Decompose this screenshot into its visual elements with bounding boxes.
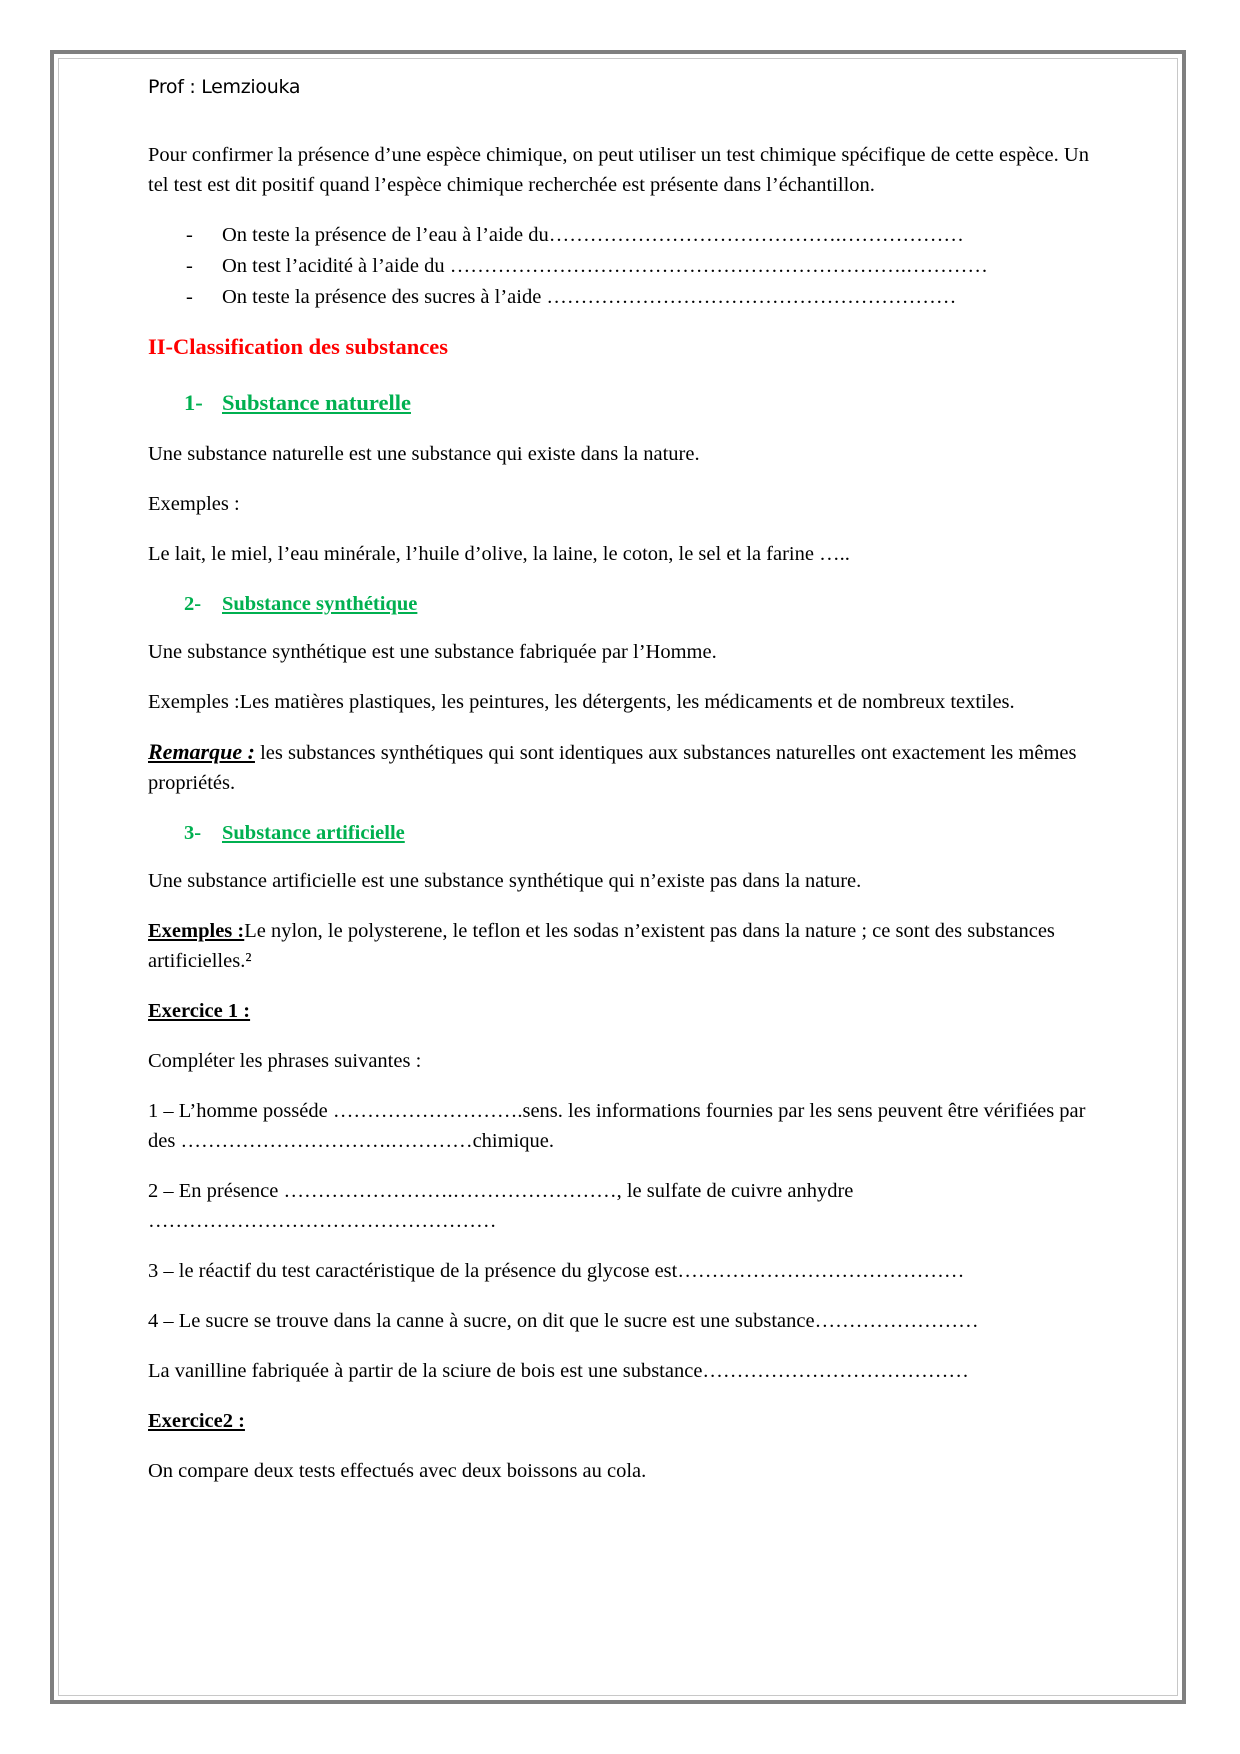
definition-artificielle: Une substance artificielle est une substance synthétique qui n’existe pas dans la nature. [148,870,862,892]
exercise1-item: 3 – le réactif du test caractéristique de la présence du glycose est…………………………………… [148,1260,965,1282]
subsection-title-artificielle [184,818,1093,848]
list-item: - On teste la présence de l’eau à l’aide du…………………………………….……………… [148,220,1093,251]
subsection-label: Substance artificielle [222,822,405,844]
exercise1-item: La vanilline fabriquée à partir de la sciure de bois est une substance………………………………… [148,1360,969,1382]
exercise1-item: 1 – L’homme posséde ……………………….sens. les informations fournies par les sens peuvent être vérifiées par des ………………………….…………chimique. [148,1100,1086,1152]
intro-paragraph: Pour confirmer la présence d’une espèce chimique, on peut utiliser un test chimique spécifique de cette espèce. Un tel test est dit positif quand l’espèce chimique recherchée est présente dans l’échantillon. [148,144,1089,196]
subsection-title-naturelle [184,385,1093,421]
examples-text: Le nylon, le polysterene, le teflon et les sodas n’existent pas dans la nature ; ce sont des substances artificielles.² [148,920,1055,972]
examples-artificielle [148,916,1093,976]
exercise1-item: 4 – Le sucre se trouve dans la canne à sucre, on dit que le sucre est une substance…………………… [148,1310,979,1332]
exercise1-title: Exercice 1 : [148,1000,251,1022]
exercise2-text: On compare deux tests effectués avec deux boissons au cola. [148,1460,647,1482]
test-list [148,220,1093,313]
bullet-dash: - [186,286,193,308]
bullet-dash: - [186,255,193,277]
examples-label: Exemples : [148,920,245,942]
subsection-number: 1- [184,390,203,415]
bullet-dash: - [186,224,193,246]
remark-label: Remarque : [148,739,255,764]
exercise1-instruction: Compléter les phrases suivantes : [148,1050,422,1072]
remark-text: les substances synthétiques qui sont identiques aux substances naturelles ont exactement les mêmes propriétés. [148,742,1077,794]
list-item: - On teste la présence des sucres à l’aide …………………………………………………… [148,282,1093,313]
subsection-number: 2- [184,593,202,615]
examples-synthetique: Exemples :Les matières plastiques, les peintures, les détergents, les médicaments et de nombreux textiles. [148,691,1015,713]
section-title: II-Classification des substances [148,334,449,359]
subsection-title-synthetique [184,589,1093,619]
remark [148,737,1093,798]
exercise1-item: 2 – En présence …………………….……………………, le sulfate de cuivre anhydre …………………………………………… [148,1180,854,1232]
exercise2-title: Exercice2 : [148,1410,245,1432]
definition-synthetique: Une substance synthétique est une substance fabriquée par l’Homme. [148,641,717,663]
definition-naturelle: Une substance naturelle est une substance qui existe dans la nature. [148,443,700,465]
subsection-label: Substance synthétique [222,593,418,615]
subsection-label: Substance naturelle [222,390,411,415]
examples-naturelle: Le lait, le miel, l’eau minérale, l’huile d’olive, la laine, le coton, le sel et la farine ….. [148,543,850,565]
list-item: - On test l’acidité à l’aide du ………………………………………………………….………… [148,251,1093,282]
examples-label: Exemples : [148,493,240,515]
teacher-name: Prof : Lemziouka [148,76,301,98]
subsection-number: 3- [184,822,202,844]
document-body [148,72,1093,1506]
